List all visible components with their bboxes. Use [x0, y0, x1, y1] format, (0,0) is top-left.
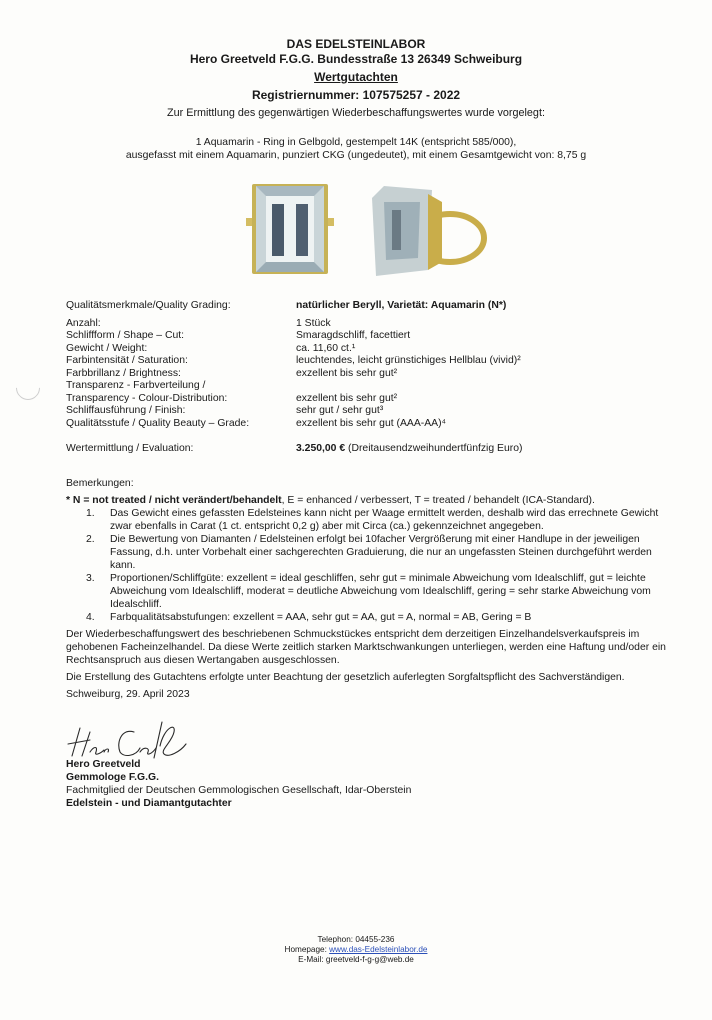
grading-row — [66, 330, 646, 343]
grading-value: Smaragdschliff, facettiert — [296, 330, 411, 341]
appraiser-title: Gemmologe F.G.G. — [66, 772, 159, 783]
ring-setting — [428, 194, 442, 270]
grading-label: Qualitätsstufe / Quality Beauty – Grade: — [66, 417, 250, 429]
grading-row — [66, 418, 646, 431]
evaluation-row — [66, 443, 646, 456]
note-text: Farbqualitätsabstufungen: exzellent = AAA, sehr gut = AA, gut = A, normal = AB, Gering = B — [110, 612, 532, 623]
grading-value — [296, 380, 646, 393]
grading-label: Farbbrillanz / Brightness: — [66, 367, 181, 379]
lab-name: DAS EDELSTEINLABOR — [286, 37, 426, 51]
remark-note — [66, 611, 666, 624]
homepage-link[interactable]: www.das-Edelsteinlabor.de — [329, 945, 428, 954]
grading-row — [66, 380, 646, 393]
note-number: 4. — [86, 612, 95, 623]
item-description-line1: 1 Aquamarin - Ring in Gelbgold, gestempelt 14K (entspricht 585/000), — [195, 137, 517, 148]
document-title: Wertgutachten — [314, 70, 398, 84]
appraiser-role: Edelstein - und Diamantgutachter — [66, 798, 232, 809]
stone-facet-dark — [272, 204, 284, 256]
grading-row — [66, 355, 646, 368]
stone-facet-bottom — [256, 262, 324, 272]
grading-value: exzellent bis sehr gut² — [296, 367, 398, 379]
ring-side-photo — [362, 180, 488, 280]
note-number: 3. — [86, 573, 95, 584]
stone-facet-dark — [296, 204, 308, 256]
appraiser-name: Hero Greetveld — [66, 759, 141, 770]
punch-hole-mark — [11, 371, 45, 405]
lab-address: Hero Greetveld F.G.G. Bundesstraße 13 26349 Schweiburg — [189, 52, 523, 66]
intro-text: Zur Ermittlung des gegenwärtigen Wiederbeschaffungswertes wurde vorgelegt: — [167, 107, 545, 119]
ring-front-photo — [240, 180, 340, 280]
grading-row — [66, 368, 646, 381]
stone-facet-top — [256, 186, 324, 196]
quality-grading-section — [66, 300, 646, 456]
appraiser-membership: Fachmitglied der Deutschen Gemmologischen Gesellschaft, Idar-Oberstein — [66, 785, 412, 796]
evaluation-amount: 3.250,00 € — [296, 443, 346, 454]
grading-label: Schliffausführung / Finish: — [66, 405, 186, 416]
remark-note — [66, 572, 666, 611]
grading-heading-label: Qualitätsmerkmale/Quality Grading: — [66, 300, 231, 311]
grading-value: 1 Stück — [296, 317, 331, 329]
grading-value: sehr gut / sehr gut³ — [296, 405, 384, 416]
note-number: 1. — [86, 508, 95, 519]
grading-label: Anzahl: — [66, 317, 101, 329]
note-text: Das Gewicht eines gefassten Edelsteines kann nicht per Waage ermittelt werden, deshalb wird das errechnete Gewicht zwar ebenfalls in Carat (1 ct. entspricht 0,2 g) aber mit Circa (ca.) gekennzeichnet angegeben. — [110, 508, 659, 532]
remark-note — [66, 533, 666, 572]
note-number: 2. — [86, 534, 95, 545]
stone-facet — [384, 202, 420, 260]
grading-label: Schliffform / Shape – Cut: — [66, 330, 185, 341]
footer-email[interactable]: E-Mail: greetveld-f-g-g@web.de — [298, 955, 414, 964]
stone-facet-dark — [392, 210, 401, 250]
grading-value: leuchtendes, leicht grünstichiges Hellblau (vivid)² — [296, 355, 521, 366]
registration-number: Registriernummer: 107575257 - 2022 — [251, 88, 461, 102]
replacement-value-disclaimer: Der Wiederbeschaffungswert des beschriebenen Schmuckstückes entspricht dem derzeitigen Einzelhandelsverkaufspreis im gehobenen Facheinzelhandel. Da diese Werte zeitlich starken Marktschwankungen unterliegen, werden eine Haftung und/oder ein Rechtsanspruch aus diesen Wertangaben ausgeschlossen. — [66, 629, 666, 666]
grading-label: Transparenz - Farbverteilung / — [66, 380, 206, 391]
remarks-section — [66, 477, 666, 701]
grading-row — [66, 393, 646, 406]
grading-row — [66, 318, 646, 331]
grading-value: ca. 11,60 ct.¹ — [296, 342, 356, 354]
note-text: Die Bewertung von Diamanten / Edelsteinen erfolgt bei 10facher Vergrößerung mit einer Handlupe in der jeweiligen Fassung, d.h. unter Vorbehalt einer sachgerechten Graduierung, die nur an ungefassten Steinen durchgeführt werden kann. — [110, 534, 652, 571]
grading-value: exzellent bis sehr gut (AAA-AA)⁴ — [296, 417, 446, 429]
remark-note — [66, 507, 666, 533]
treatment-legend-rest: , E = enhanced / verbessert, T = treated / behandelt (ICA-Standard). — [281, 495, 595, 506]
handwritten-signature — [64, 718, 194, 762]
footer-phone: Telephon: 04455-236 — [317, 935, 395, 944]
grading-row — [66, 405, 646, 418]
diligence-statement: Die Erstellung des Gutachtens erfolgte unter Beachtung der gesetzlich auferlegten Sorgfaltspflicht des Sachverständigen. — [66, 672, 625, 683]
evaluation-words: (Dreitausendzweihundertfünfzig Euro) — [345, 443, 523, 454]
treatment-legend — [66, 494, 666, 507]
remarks-heading: Bemerkungen: — [66, 478, 134, 489]
grading-heading-value: natürlicher Beryll, Varietät: Aquamarin (N*) — [296, 300, 507, 311]
grading-heading-row — [66, 300, 646, 313]
grading-row — [66, 343, 646, 356]
footer-homepage — [0, 945, 712, 956]
grading-label: Farbintensität / Saturation: — [66, 355, 188, 366]
homepage-label: Homepage: — [284, 945, 330, 954]
grading-label: Gewicht / Weight: — [66, 342, 148, 354]
item-description-line2: ausgefasst mit einem Aquamarin, punziert CKG (ungedeutet), mit einem Gesamtgewicht von: 8,75 g — [125, 150, 587, 161]
grading-label: Transparency - Colour-Distribution: — [66, 392, 228, 404]
evaluation-label: Wertermittlung / Evaluation: — [66, 443, 194, 454]
note-text: Proportionen/Schliffgüte: exzellent = ideal geschliffen, sehr gut = minimale Abweichung vom Idealschliff, gut = leichte Abweichung vom Idealschliff, moderat = deutliche Abweichung vom Idealschliff, gering = sehr starke Abweichung vom Idealschliff. — [110, 573, 651, 610]
place-date: Schweiburg, 29. April 2023 — [66, 689, 190, 700]
grading-value: exzellent bis sehr gut² — [296, 392, 398, 404]
treatment-legend-bold: * N = not treated / nicht verändert/behandelt — [66, 495, 282, 506]
